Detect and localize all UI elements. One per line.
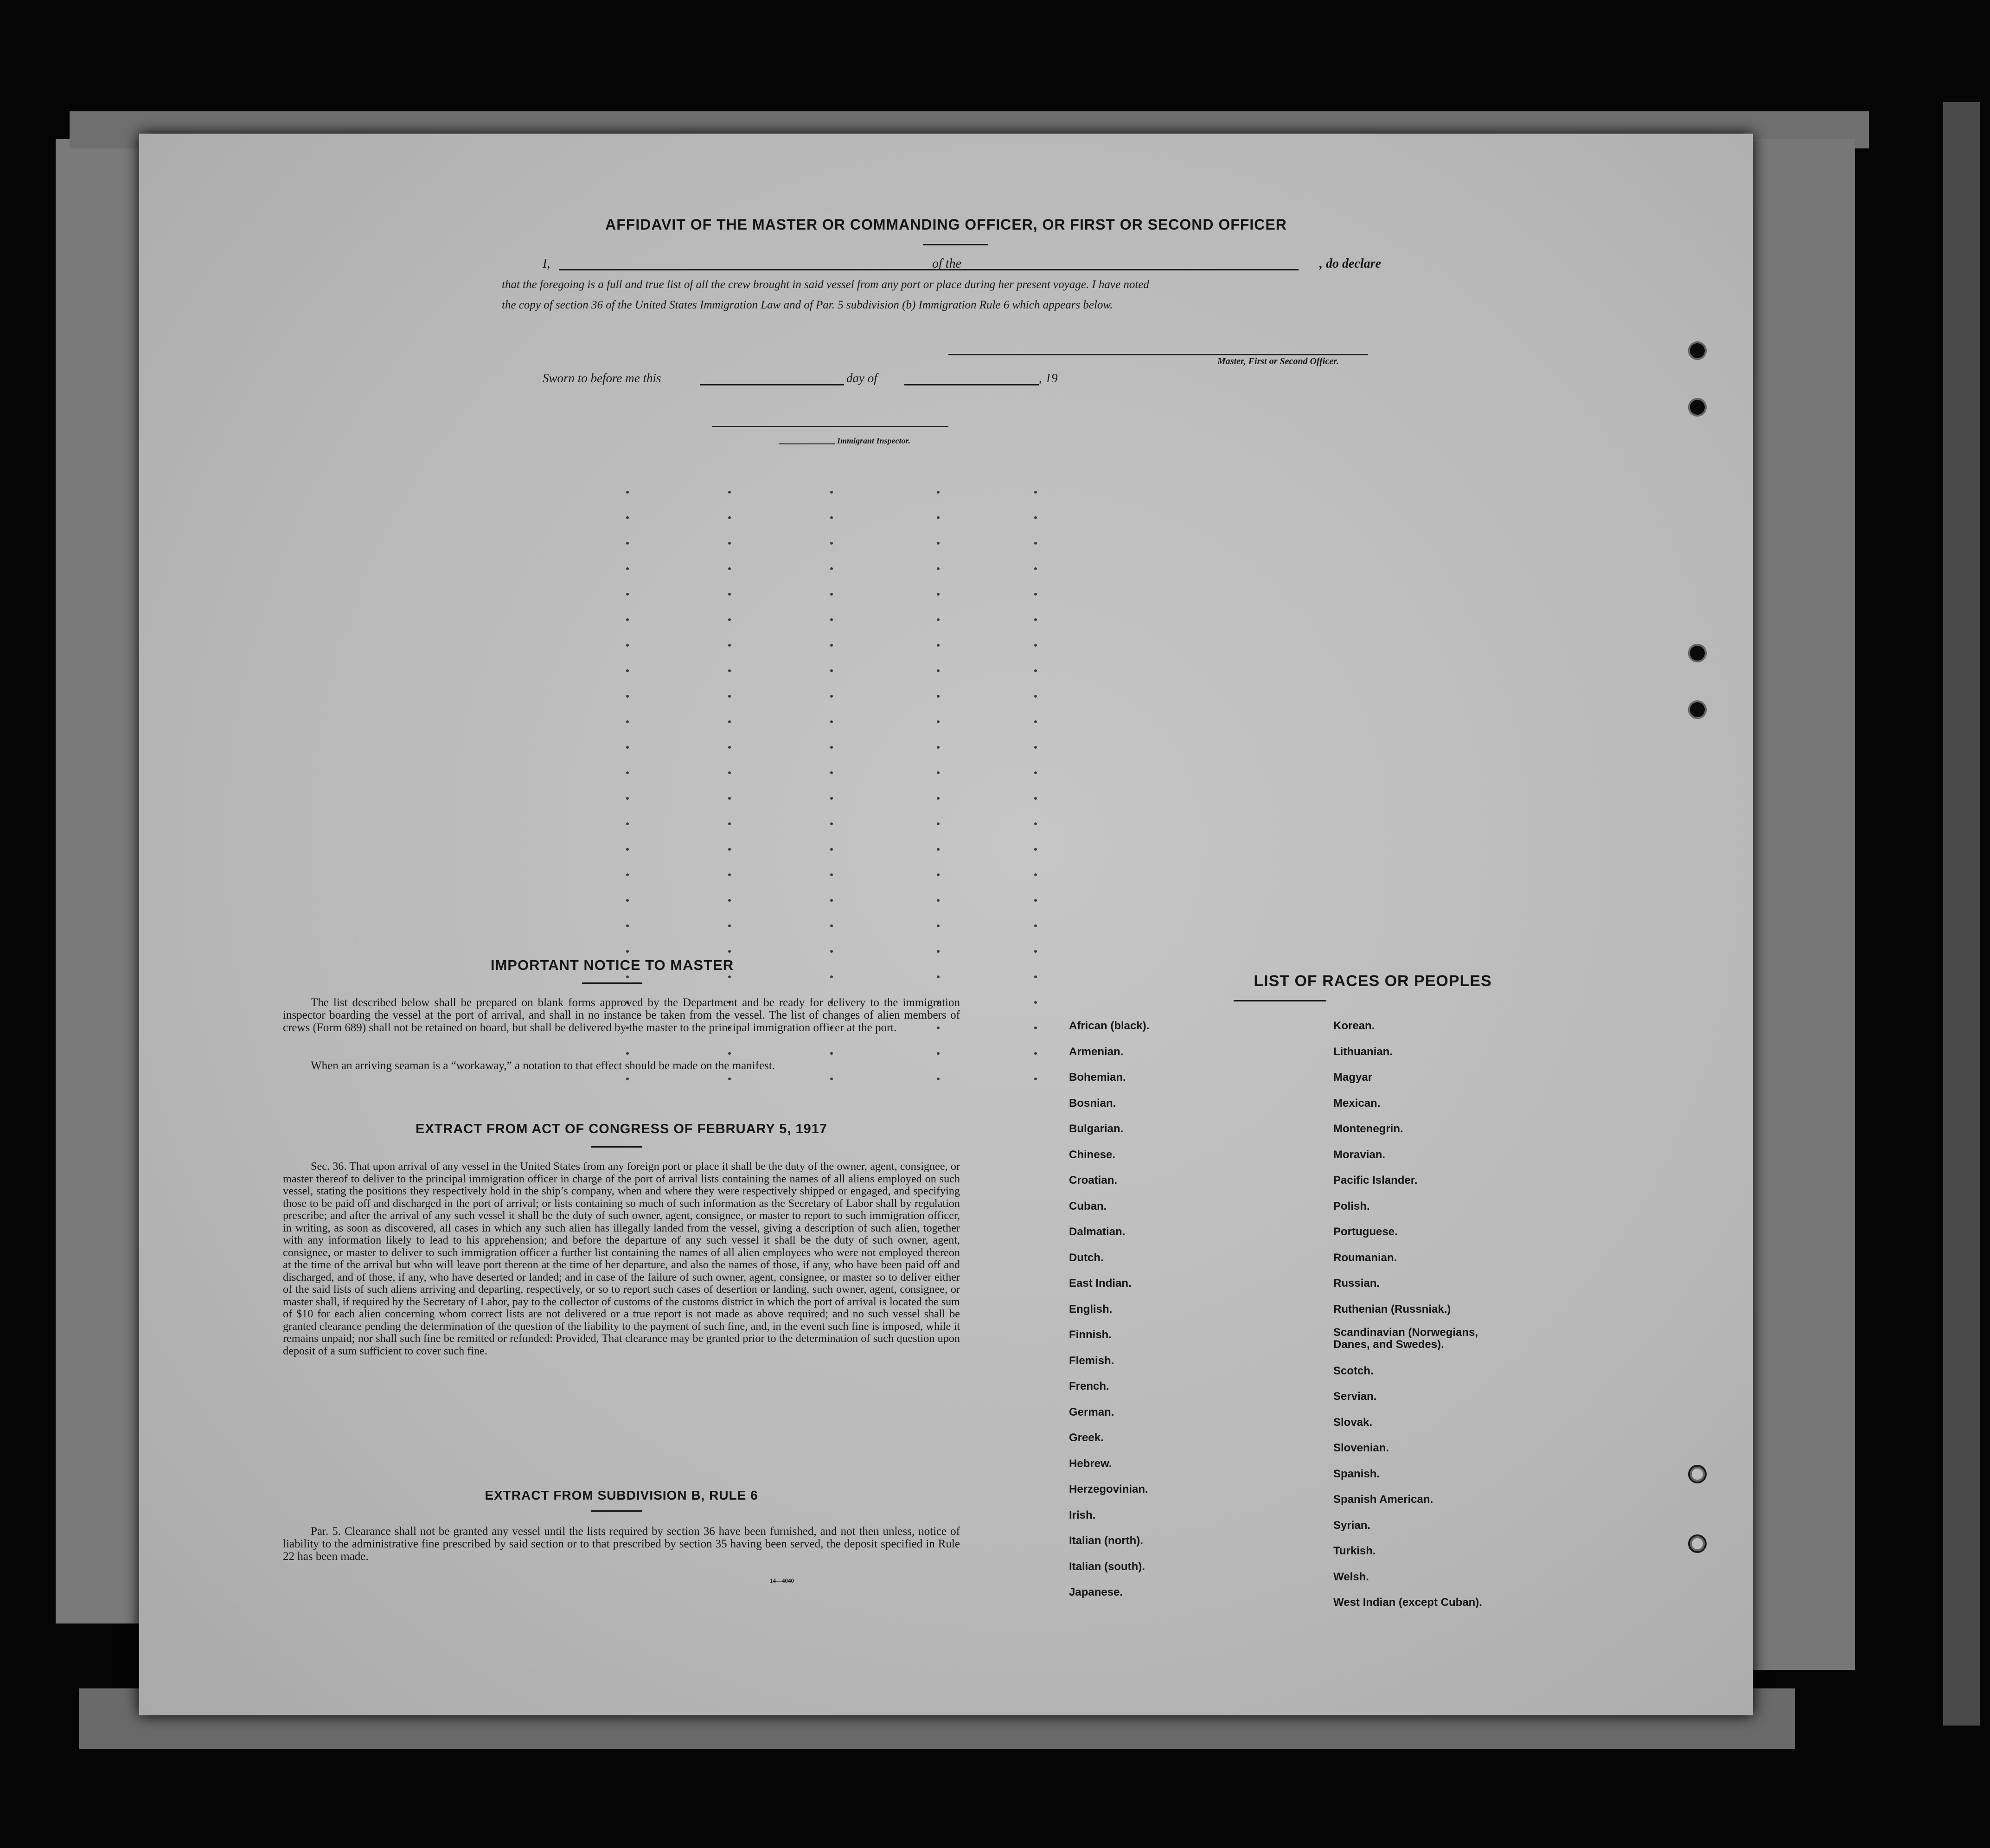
guide-dot (830, 924, 833, 927)
race-item: Italian (south). (1069, 1560, 1145, 1573)
race-item: Bohemian. (1069, 1071, 1126, 1084)
guide-dot (830, 669, 833, 672)
form-page (139, 134, 1753, 1715)
guide-dot (937, 1052, 940, 1055)
guide-dot (728, 1052, 731, 1055)
race-item: Servian. (1333, 1390, 1377, 1403)
guide-dot (1034, 924, 1037, 927)
guide-dot (728, 899, 731, 902)
guide-dot (830, 644, 833, 647)
sworn-day: day of (846, 371, 877, 385)
guide-dot (626, 618, 629, 621)
guide-dot (728, 950, 731, 953)
race-item: Croatian. (1069, 1174, 1118, 1187)
guide-dot (937, 491, 940, 494)
act-extract-title: EXTRACT FROM ACT OF CONGRESS OF FEBRUARY 5, 1917 (415, 1122, 828, 1136)
guide-dot (1034, 1001, 1037, 1004)
race-item: German. (1069, 1405, 1114, 1418)
guide-dot (1034, 491, 1037, 494)
race-item: Bulgarian. (1069, 1123, 1124, 1135)
guide-dot (830, 899, 833, 902)
guide-dot (728, 669, 731, 672)
race-item: Mexican. (1333, 1097, 1381, 1110)
inspector-dash (779, 443, 835, 444)
rule-extract-title: EXTRACT FROM SUBDIVISION B, RULE 6 (485, 1488, 758, 1502)
signature-line[interactable] (948, 354, 1368, 355)
race-item: Chinese. (1069, 1148, 1116, 1161)
sworn-day-blank[interactable] (700, 384, 844, 385)
race-item: Japanese. (1069, 1586, 1123, 1598)
form-number: 14—4040 (770, 1577, 794, 1584)
race-item: Korean. (1333, 1020, 1375, 1032)
race-item: Flemish. (1069, 1354, 1114, 1367)
guide-dot (626, 924, 629, 927)
guide-dot (1034, 950, 1037, 953)
guide-dot (937, 873, 940, 876)
race-item: Magyar (1333, 1071, 1373, 1084)
notice-title: IMPORTANT NOTICE TO MASTER (490, 957, 734, 973)
guide-dot (626, 848, 629, 851)
guide-dot (626, 771, 629, 774)
races-title: LIST OF RACES OR PEOPLES (1254, 972, 1492, 990)
guide-dot (937, 822, 940, 825)
race-item: Roumanian. (1333, 1251, 1397, 1264)
guide-dot (1034, 669, 1037, 672)
race-item: Portuguese. (1333, 1226, 1398, 1238)
punch-hole (1688, 341, 1707, 360)
guide-dot (830, 618, 833, 621)
guide-dot (830, 593, 833, 596)
guide-dot (830, 950, 833, 953)
guide-dot (626, 950, 629, 953)
guide-dot (728, 567, 731, 570)
guide-dot (1034, 567, 1037, 570)
guide-dot (626, 899, 629, 902)
guide-dot (937, 720, 940, 723)
guide-dot (626, 746, 629, 749)
race-item: Syrian. (1333, 1519, 1371, 1532)
guide-dot (626, 516, 629, 519)
guide-dot (1034, 695, 1037, 698)
rule-underline (591, 1510, 642, 1512)
guide-dot (830, 1052, 833, 1055)
race-item: French. (1069, 1380, 1109, 1392)
race-item: Irish. (1069, 1508, 1096, 1521)
guide-dot (937, 848, 940, 851)
guide-dot (626, 1052, 629, 1055)
guide-dot (1034, 1078, 1037, 1080)
race-item: Scotch. (1333, 1364, 1374, 1377)
race-item: Turkish. (1333, 1545, 1376, 1557)
guide-dot (1034, 797, 1037, 800)
race-item: Herzegovinian. (1069, 1483, 1148, 1495)
notice-underline (582, 982, 642, 984)
guide-dot (626, 669, 629, 672)
guide-dot (830, 542, 833, 545)
sworn-month-blank[interactable] (904, 384, 1039, 385)
race-item: Moravian. (1333, 1148, 1386, 1161)
guide-dot (937, 669, 940, 672)
guide-dot (728, 822, 731, 825)
race-item: Spanish. (1333, 1467, 1380, 1480)
guide-dot (728, 771, 731, 774)
back-sheet-far-right (1943, 102, 1980, 1726)
guide-dot (937, 924, 940, 927)
guide-dot (626, 975, 629, 978)
title-underline (923, 244, 988, 245)
affidavit-line2: that the foregoing is a full and true list of all the crew brought in said vessel from any port or place during her present voyage. I have noted (502, 278, 1149, 291)
race-item: Slovenian. (1333, 1442, 1389, 1454)
signature-label: Master, First or Second Officer. (1217, 356, 1339, 366)
back-sheet-right (1744, 139, 1855, 1670)
guide-dot (728, 516, 731, 519)
race-item: Scandinavian (Norwegians, Danes, and Swedes). (1333, 1326, 1478, 1351)
guide-dot (728, 491, 731, 494)
guide-dot (830, 491, 833, 494)
punch-hole (1688, 700, 1707, 719)
race-item: Bosnian. (1069, 1097, 1116, 1110)
affidavit-line1-end: , do declare (1319, 257, 1381, 271)
inspector-label: Immigrant Inspector. (837, 436, 911, 445)
race-item: Dalmatian. (1069, 1226, 1126, 1238)
sworn-start: Sworn to before me this (543, 371, 661, 385)
guide-dot (937, 516, 940, 519)
guide-dot (937, 1078, 940, 1080)
race-item: West Indian (except Cuban). (1333, 1596, 1482, 1609)
race-item: Spanish American. (1333, 1493, 1433, 1506)
guide-dot (830, 695, 833, 698)
guide-dot (1034, 746, 1037, 749)
guide-dot (830, 516, 833, 519)
guide-dot (937, 695, 940, 698)
guide-dot (626, 695, 629, 698)
race-item: African (black). (1069, 1020, 1150, 1032)
guide-dot (937, 618, 940, 621)
race-item: Cuban. (1069, 1200, 1107, 1213)
guide-dot (626, 720, 629, 723)
race-item: Hebrew. (1069, 1457, 1112, 1470)
guide-dot (1034, 644, 1037, 647)
guide-dot (830, 822, 833, 825)
affidavit-line1-start: I, (543, 257, 550, 271)
race-item: East Indian. (1069, 1277, 1132, 1290)
guide-dot (1034, 516, 1037, 519)
guide-dot (626, 1078, 629, 1080)
race-item: Greek. (1069, 1431, 1104, 1444)
race-item: Ruthenian (Russniak.) (1333, 1303, 1451, 1315)
act-underline (591, 1146, 642, 1148)
guide-dot (728, 593, 731, 596)
guide-dot (728, 848, 731, 851)
vessel-blank[interactable] (983, 269, 1299, 270)
guide-dot (626, 542, 629, 545)
notice-paragraph-1: The list described below shall be prepared on blank forms approved by the Department and be ready for delivery to the immigration inspector boarding the vessel at the port of arrival, and shall in no instance be taken from the vessel. The list of changes of alien members of crews (Form 689) shall not be retained on board, but shall be delivered by the master to the principal immigration officer at the port. (283, 996, 960, 1034)
guide-dot (830, 720, 833, 723)
guide-dot (937, 746, 940, 749)
race-item: English. (1069, 1303, 1113, 1315)
race-item: Slovak. (1333, 1416, 1373, 1429)
affidavit-line1-mid: of the (932, 257, 961, 271)
guide-dot (1034, 873, 1037, 876)
guide-dot (728, 695, 731, 698)
guide-dot (1034, 975, 1037, 978)
act-extract-text: Sec. 36. That upon arrival of any vessel in the United States from any foreign port or place it shall be the duty of the owner, agent, consignee, or master thereof to deliver to the principal immigration officer in charge of the port of arrival lists containing the names of all aliens employed on such vessel, stating the positions they respectively hold in the ship’s company, when and where they were respectively shipped or engaged, and specifying those to be paid off and discharged in the port of arrival; or lists containing so much of such information as the Secretary of Labor shall by regulation prescribe; and after the arrival of any such vessel it shall be the duty of such owner, agent, consignee, or master to report to such immigration officer, in writing, as soon as discovered, all cases in which any such alien has illegally landed from the vessel, giving a description of such alien, together with any information likely to lead to his apprehension; and before the departure of any such vessel it shall be the duty of such owner, agent, consignee, or master to deliver to such immigration officer a further list containing the names of all alien employees who were not employed thereon at the time of the arrival but who will leave port thereon at the time of her departure, and also the names of those, if any, who have been paid off and discharged, and of those, if any, who have deserted or landed; and in case of the failure of such owner, agent, consignee, or master so to deliver either of the said lists of such aliens arriving and departing, respectively, or so to report such cases of desertion or landing, such owner, agent, consignee, or master shall, if required by the Secretary of Labor, pay to the collector of customs of the customs district in which the port of arrival is located the sum of $10 for each alien concerning whom correct lists are not delivered or a true report is not made as above required; and no such vessel shall be granted clearance pending the determination of the question of the liability to the payment of such fine, and, in the event such fine is imposed, while it remains unpaid; nor shall such fine be remitted or refunded: Provided, That clearance may be granted prior to the determination of such question upon deposit of a sum sufficient to cover such fine. (283, 1160, 960, 1357)
guide-dot (1034, 1027, 1037, 1029)
punch-hole (1688, 644, 1707, 662)
guide-dot (728, 644, 731, 647)
race-item: Polish. (1333, 1200, 1370, 1213)
guide-dot (1034, 822, 1037, 825)
race-item: Russian. (1333, 1277, 1380, 1290)
punch-hole (1688, 398, 1707, 417)
guide-dot (728, 975, 731, 978)
guide-dot (830, 848, 833, 851)
guide-dot (626, 593, 629, 596)
guide-dot (728, 1078, 731, 1080)
guide-dot (626, 644, 629, 647)
guide-dot (1034, 899, 1037, 902)
guide-dot (728, 542, 731, 545)
races-underline (1234, 1000, 1326, 1001)
guide-dot (830, 1078, 833, 1080)
guide-dot (626, 567, 629, 570)
guide-dot (626, 491, 629, 494)
guide-dot (830, 746, 833, 749)
rule-extract-text: Par. 5. Clearance shall not be granted any vessel until the lists required by section 36 have been furnished, and not then unless, notice of liability to the administrative fine prescribed by said section or to that prescribed by section 35 having been served, the deposit specified in Rule 22 has been made. (283, 1525, 960, 1563)
affidavit-line3: the copy of section 36 of the United States Immigration Law and of Par. 5 subdivision (b) Immigration Rule 6 which appears below. (502, 299, 1113, 311)
guide-dot (937, 644, 940, 647)
sworn-year: , 19 (1039, 371, 1058, 385)
guide-dot (830, 873, 833, 876)
guide-dot (728, 924, 731, 927)
race-item: Finnish. (1069, 1328, 1112, 1341)
guide-dot (937, 950, 940, 953)
guide-dot (728, 720, 731, 723)
punch-hole (1688, 1534, 1707, 1553)
guide-dot (1034, 1052, 1037, 1055)
race-item: Armenian. (1069, 1045, 1124, 1058)
race-item: Pacific Islander. (1333, 1174, 1418, 1187)
guide-dot (1034, 593, 1037, 596)
guide-dot (937, 567, 940, 570)
guide-dot (728, 873, 731, 876)
race-item: Lithuanian. (1333, 1045, 1393, 1058)
guide-dot (937, 542, 940, 545)
guide-dot (1034, 720, 1037, 723)
race-item: Welsh. (1333, 1570, 1369, 1583)
guide-dot (937, 771, 940, 774)
guide-dot (937, 899, 940, 902)
guide-dot (830, 771, 833, 774)
guide-dot (937, 797, 940, 800)
guide-dot (830, 567, 833, 570)
affidavit-title: AFFIDAVIT OF THE MASTER OR COMMANDING OFFICER, OR FIRST OR SECOND OFFICER (605, 216, 1287, 233)
notice-paragraph-2: When an arriving seaman is a “workaway,” a notation to that effect should be made on the manifest. (311, 1059, 775, 1072)
guide-dot (830, 975, 833, 978)
guide-dot (937, 975, 940, 978)
guide-dot (626, 822, 629, 825)
guide-dot (728, 746, 731, 749)
race-item: Italian (north). (1069, 1534, 1143, 1547)
guide-dot (626, 873, 629, 876)
guide-dot (1034, 542, 1037, 545)
guide-dot (1034, 848, 1037, 851)
guide-dot (728, 797, 731, 800)
race-item: Dutch. (1069, 1251, 1104, 1264)
guide-dot (830, 797, 833, 800)
guide-dot (1034, 771, 1037, 774)
guide-dot (728, 618, 731, 621)
guide-dot (937, 593, 940, 596)
guide-dot (626, 797, 629, 800)
guide-dot (1034, 618, 1037, 621)
punch-hole (1688, 1465, 1707, 1483)
race-item: Montenegrin. (1333, 1123, 1403, 1135)
inspector-line[interactable] (712, 426, 948, 427)
